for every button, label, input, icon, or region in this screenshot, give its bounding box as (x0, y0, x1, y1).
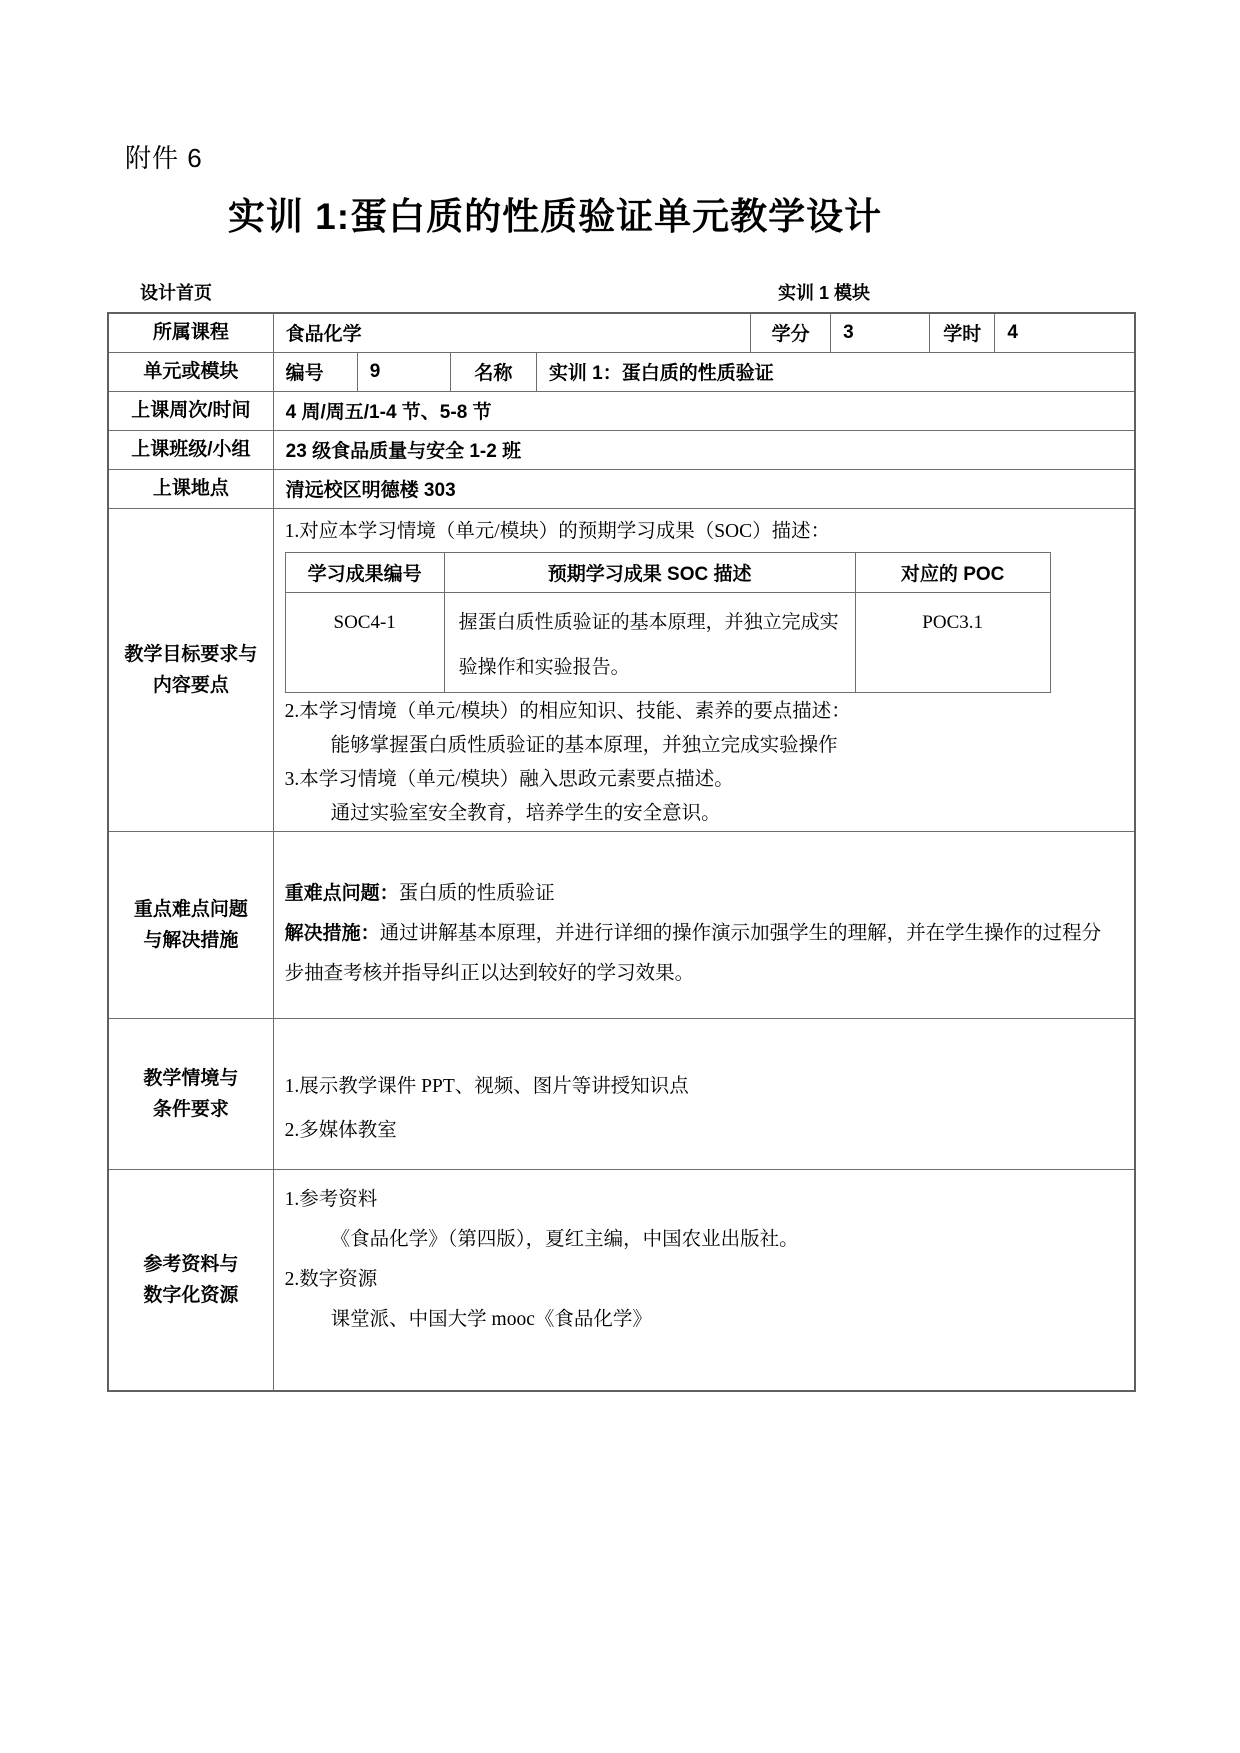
objectives-row-label-line1: 教学目标要求与 (124, 643, 258, 665)
table-row-context (108, 1018, 1135, 1169)
name-label: 名称 (450, 352, 536, 391)
objectives-item3: 3.本学习情境（单元/模块）融入思政元素要点描述。 (284, 768, 734, 790)
difficulties-row-label (108, 831, 273, 1018)
location-value: 清远校区明德楼 303 (273, 469, 1135, 508)
objectives-item1: 1.对应本学习情境（单元/模块）的预期学习成果（SOC）描述： (284, 520, 831, 542)
subheader-module-label: 实训 1 模块 (777, 283, 870, 303)
soc-header-desc: 预期学习成果 SOC 描述 (444, 552, 855, 592)
course-label: 所属课程 (108, 313, 273, 352)
context-content (273, 1018, 1135, 1169)
context-row-label-line2: 条件要求 (152, 1098, 229, 1120)
context-row-label (108, 1018, 273, 1169)
number-label: 编号 (273, 352, 357, 391)
soc-data-row (285, 592, 1050, 692)
soc-id-value: SOC4-1 (285, 592, 444, 692)
class-label: 上课班级/小组 (108, 430, 273, 469)
page-title: 实训 1:蛋白质的性质验证单元教学设计 (227, 196, 883, 237)
subheader-design-homepage: 设计首页 (140, 283, 212, 303)
table-row-difficulties (108, 831, 1135, 1018)
difficulty-solution-line (285, 914, 1124, 994)
references-content (273, 1169, 1135, 1391)
credit-value: 3 (831, 313, 930, 352)
difficulty-problem-line (285, 874, 1124, 914)
number-value: 9 (357, 352, 450, 391)
table-row-references (108, 1169, 1135, 1391)
class-value: 23 级食品质量与安全 1-2 班 (273, 430, 1135, 469)
week-label: 上课周次/时间 (108, 391, 273, 430)
soc-header-id: 学习成果编号 (285, 552, 444, 592)
name-value: 实训 1：蛋白质的性质验证 (536, 352, 1135, 391)
difficulty-problem-value: 蛋白质的性质验证 (398, 882, 555, 904)
difficulty-problem-label: 重难点问题： (284, 882, 399, 904)
week-value: 4 周/周五/1-4 节、5-8 节 (273, 391, 1135, 430)
attachment-label: 附件 6 (125, 143, 203, 173)
objectives-item3-detail: 通过实验室安全教育，培养学生的安全意识。 (330, 802, 721, 824)
references-item1-detail: 《食品化学》（第四版），夏红主编，中国农业出版社。 (330, 1228, 799, 1250)
table-row (108, 469, 1135, 508)
table-row (108, 352, 1135, 391)
subheader (107, 279, 1133, 305)
unit-label: 单元或模块 (108, 352, 273, 391)
references-item1: 1.参考资料 (284, 1188, 378, 1210)
location-label: 上课地点 (108, 469, 273, 508)
references-item2: 2.数字资源 (284, 1268, 378, 1290)
objectives-row-label-line2: 内容要点 (152, 674, 229, 696)
references-row-label (108, 1169, 273, 1391)
soc-header-row (285, 552, 1050, 592)
references-row-label-line2: 数字化资源 (143, 1284, 239, 1306)
table-row (108, 430, 1135, 469)
difficulty-solution-value: 通过讲解基本原理，并进行详细的操作演示加强学生的理解，并在学生操作的过程分步抽查考核并指导纠正以达到较好的学习效果。 (284, 922, 1102, 984)
objectives-item2: 2.本学习情境（单元/模块）的相应知识、技能、素养的要点描述： (284, 700, 851, 722)
difficulties-content (273, 831, 1135, 1018)
soc-poc-value: POC3.1 (855, 592, 1050, 692)
objectives-row-label (108, 508, 273, 831)
references-item2-detail: 课堂派、中国大学 mooc《食品化学》 (330, 1308, 652, 1330)
table-row (108, 391, 1135, 430)
course-value: 食品化学 (273, 313, 750, 352)
context-item2: 2.多媒体教室 (284, 1119, 397, 1141)
objectives-item2-detail: 能够掌握蛋白质性质验证的基本原理，并独立完成实验操作 (330, 734, 838, 756)
difficulty-solution-label: 解决措施： (284, 922, 380, 944)
objectives-content (273, 508, 1135, 831)
soc-desc-value: 握蛋白质性质验证的基本原理，并独立完成实验操作和实验报告。 (444, 592, 855, 692)
soc-header-poc: 对应的 POC (855, 552, 1050, 592)
table-row (108, 313, 1135, 352)
teaching-design-table (107, 312, 1136, 1392)
references-row-label-line1: 参考资料与 (143, 1253, 239, 1275)
difficulties-row-label-line1: 重点难点问题 (133, 898, 248, 920)
context-row-label-line1: 教学情境与 (143, 1067, 239, 1089)
difficulties-row-label-line2: 与解决措施 (143, 929, 239, 951)
soc-outcome-table (285, 552, 1051, 693)
table-row-objectives (108, 508, 1135, 831)
credit-label: 学分 (751, 313, 831, 352)
hours-label: 学时 (930, 313, 995, 352)
hours-value: 4 (995, 313, 1135, 352)
context-item1: 1.展示教学课件 PPT、视频、图片等讲授知识点 (284, 1075, 689, 1097)
